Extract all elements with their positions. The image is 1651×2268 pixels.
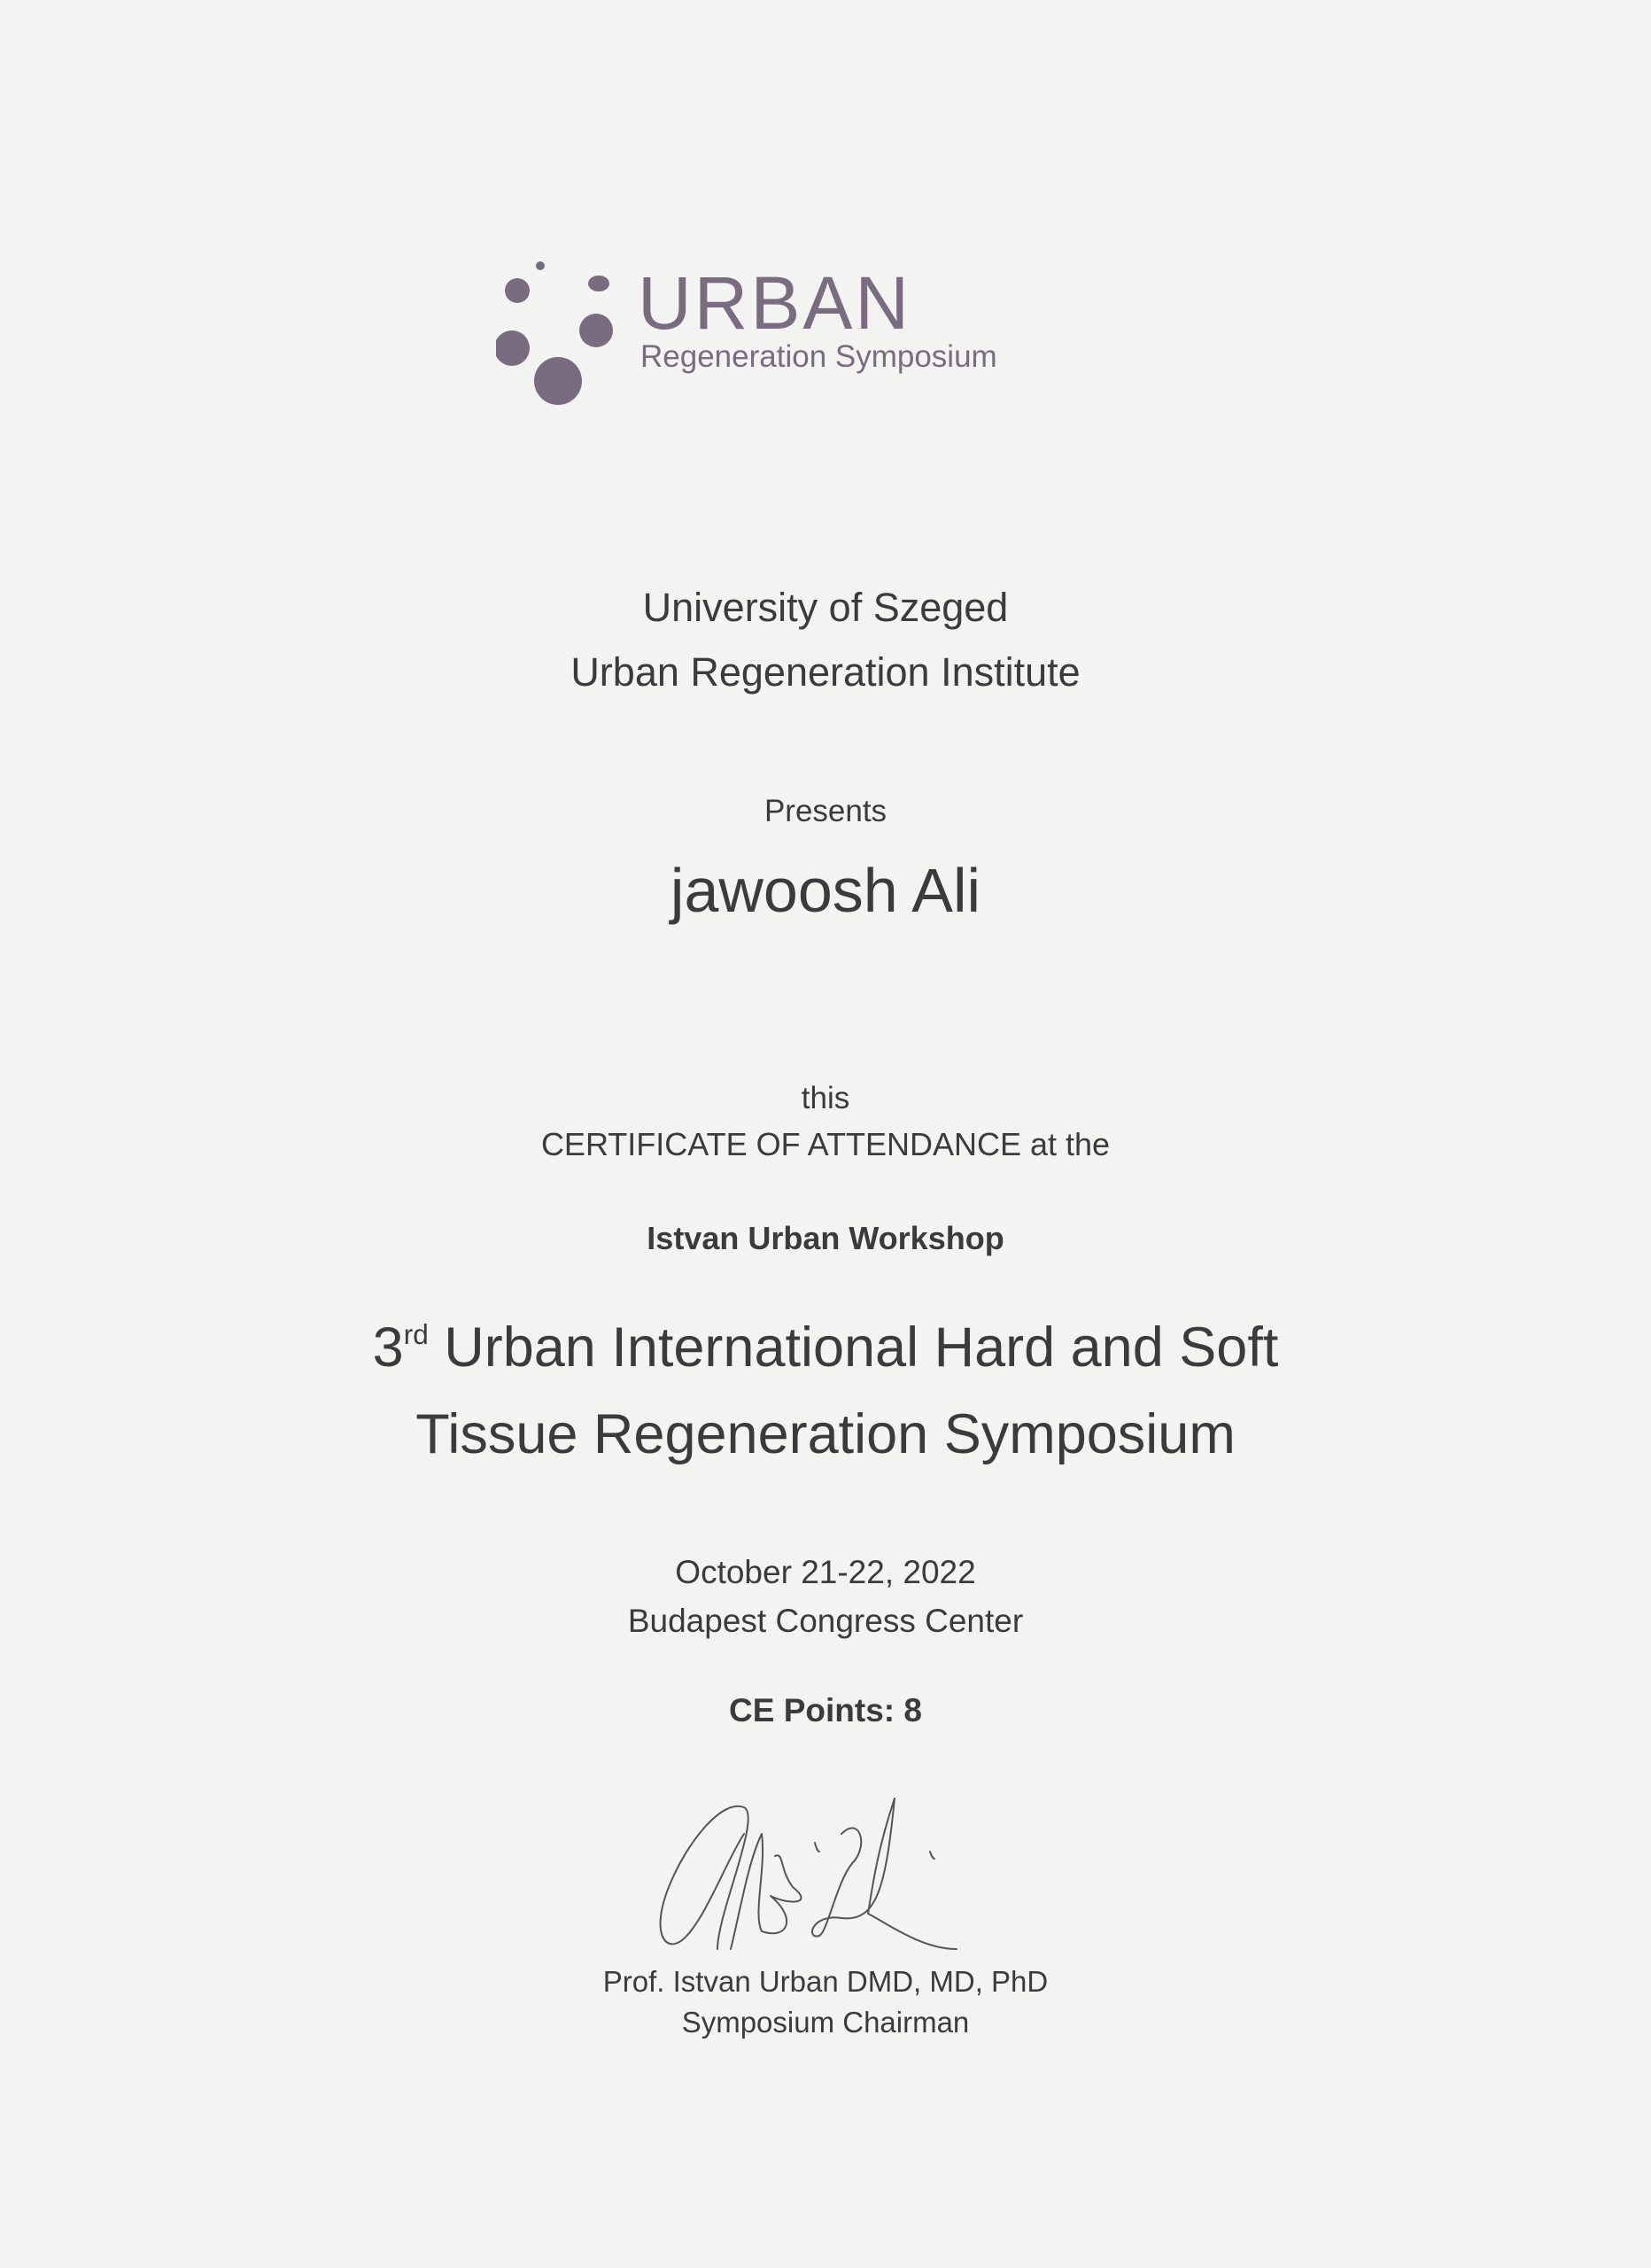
recipient-name: jawoosh Ali — [670, 856, 981, 925]
event-title-text: Urban International Hard and Soft — [444, 1317, 1279, 1379]
logo-title: URBAN — [638, 261, 912, 345]
this-label: this — [801, 1081, 850, 1115]
event-venue: Budapest Congress Center — [627, 1603, 1024, 1639]
workshop-name: Istvan Urban Workshop — [647, 1220, 1004, 1256]
event-title-line1 — [0, 1317, 1651, 1379]
event-ordinal-suffix: rd — [403, 1317, 429, 1350]
university-name: University of Szeged — [642, 585, 1009, 630]
presents-label: Presents — [763, 794, 888, 828]
logo-bubble — [505, 278, 530, 303]
logo-bubble — [534, 357, 582, 405]
logo-bubble — [588, 276, 609, 291]
logo-bubble — [496, 330, 530, 366]
logo-bubble — [536, 261, 545, 270]
event-ordinal-number: 3 — [372, 1317, 404, 1379]
signature — [655, 1781, 1010, 1958]
event-title-line2: Tissue Regeneration Symposium — [415, 1403, 1236, 1465]
ce-points: CE Points: 8 — [729, 1692, 922, 1728]
event-date: October 21-22, 2022 — [675, 1554, 976, 1590]
signatory-name: Prof. Istvan Urban DMD, MD, PhD — [602, 1965, 1049, 1998]
logo-bubble — [579, 314, 613, 347]
institute-name: Urban Regeneration Institute — [570, 649, 1081, 695]
logo-subtitle: Regeneration Symposium — [640, 339, 997, 374]
certificate-type: CERTIFICATE OF ATTENDANCE at the — [540, 1126, 1111, 1162]
signatory-role: Symposium Chairman — [681, 2006, 970, 2039]
